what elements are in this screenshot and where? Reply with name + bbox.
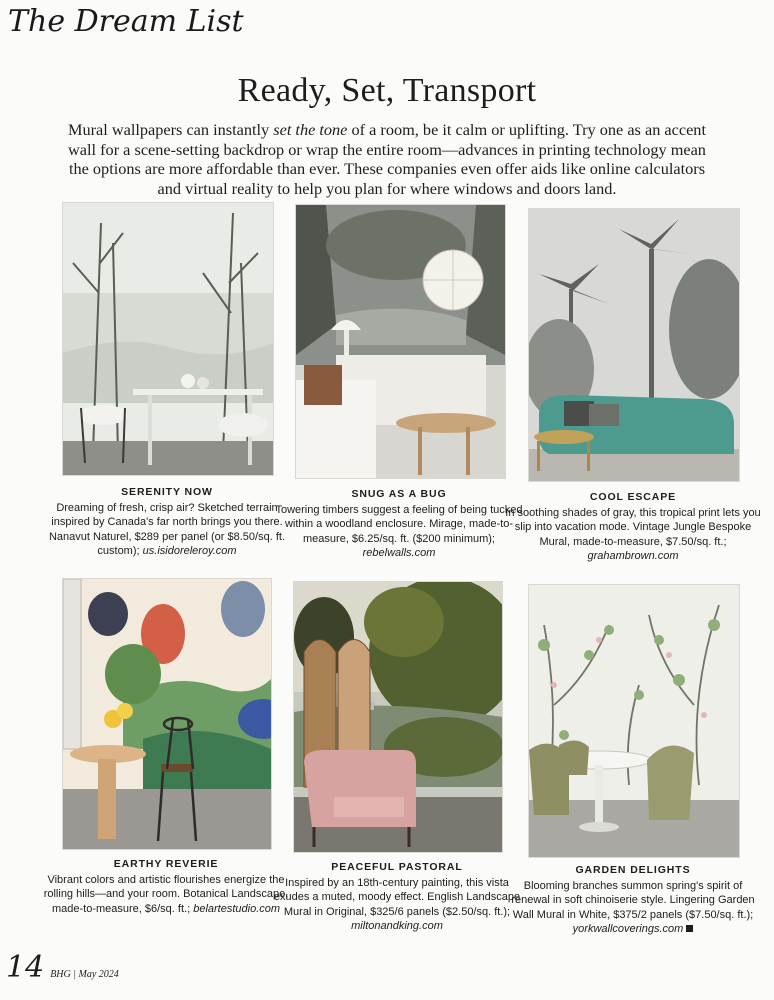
product-title-earthy-reverie: EARTHY REVERIE [113, 858, 219, 870]
peaceful-pastoral-photo [293, 581, 503, 853]
product-title-serenity-now: SERENITY NOW [121, 486, 213, 498]
product-description-serenity-now: Dreaming of fresh, crisp air? Sketched terrain inspired by Canada's far north brings you there. Nanavut Naturel, $289 per panel (or $8.50/sq. ft. custom); us.isidoreleroy.com [48, 502, 286, 558]
product-source-snug-as-a-bug: rebelwalls.com [362, 547, 436, 560]
earthy-reverie-photo [62, 578, 272, 850]
snug-as-a-bug-photo [295, 204, 506, 479]
product-description-earthy-reverie: Vibrant colors and artistic flourishes energize the rolling hills—and your room. Botanical Landscape, made-to-measure, $6/sq. ft.; belartestudio.com [43, 874, 289, 915]
cool-escape-photo [528, 208, 740, 482]
product-source-earthy-reverie: belartestudio.com [193, 902, 281, 915]
product-description-peaceful-pastoral: Inspired by an 18th-century painting, this vista exudes a muted, moody effect. English Landscape Mural in Original, $325/6 panels ($2.50/sq. ft.); miltonandking.com [273, 877, 521, 933]
headline: Ready, Set, Transport [237, 72, 537, 109]
page-number: 14 [6, 950, 45, 985]
product-source-serenity-now: us.isidoreleroy.com [142, 545, 237, 558]
page-folio [6, 950, 119, 985]
product-source-cool-escape: grahambrown.com [587, 550, 679, 563]
product-title-garden-delights: GARDEN DELIGHTS [575, 864, 691, 876]
product-source-garden-delights: yorkwallcoverings.com [572, 923, 684, 936]
product-description-cool-escape: In soothing shades of gray, this tropical print lets you slip into vacation mode. Vintage Jungle Bespoke Mural, made-to-measure, $7.50/sq. ft.; grahambrown.com [505, 507, 761, 563]
product-description-garden-delights: Blooming branches summon spring's spirit of renewal in soft chinoiserie style. Lingering Garden Wall Mural in White, $375/2 panels ($7.50/sq. ft.); yorkwallcoverings.com [511, 880, 755, 936]
product-title-cool-escape: COOL ESCAPE [589, 491, 677, 503]
end-mark-icon [686, 925, 693, 932]
serenity-now-photo [62, 202, 274, 476]
section-title: The Dream List [8, 4, 244, 39]
intro-paragraph: Mural wallpapers can instantly set the tone of a room, be it calm or uplifting. Try one as an accent wall for a scene-setting backdrop or wrap the entire room—advances in printing technology mean the options are more affordable than ever. These companies even offer aids like online calculators and virtual reality to help you plan for where windows and doors land. [68, 120, 706, 198]
product-title-peaceful-pastoral: PEACEFUL PASTORAL [331, 861, 463, 873]
publication-date: BHG | May 2024 [50, 969, 119, 980]
garden-delights-photo [528, 584, 740, 858]
product-source-peaceful-pastoral: miltonandking.com [351, 920, 443, 933]
product-description-snug-as-a-bug: Towering timbers suggest a feeling of being tucked within a woodland enclosure. Mirage, made-to-measure, $6.25/sq. ft. ($200 minimum); rebelwalls.com [275, 504, 523, 560]
product-title-snug-as-a-bug: SNUG AS A BUG [351, 488, 447, 500]
